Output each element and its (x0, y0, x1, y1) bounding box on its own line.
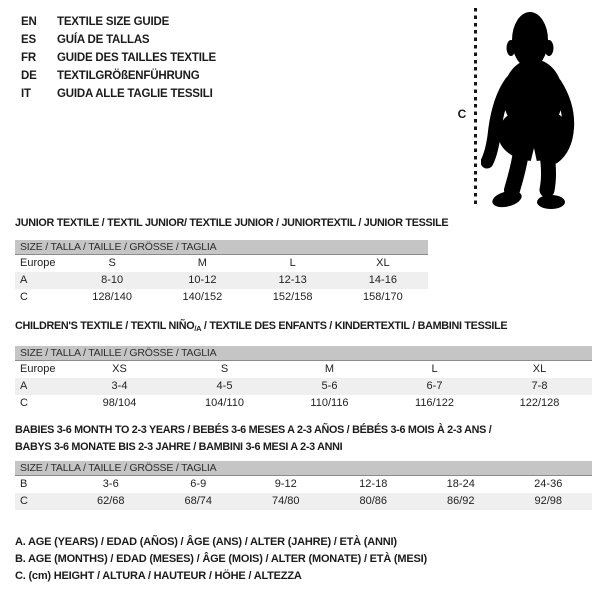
children-table-title (15, 319, 507, 336)
size-cell: 68/74 (184, 495, 213, 507)
size-cell: S (220, 363, 229, 375)
toddler-silhouette-shape (487, 12, 570, 210)
size-cell: 122/128 (519, 397, 560, 409)
language-guide-title: GUIDE DES TAILLES TEXTILE (57, 52, 216, 64)
size-header-bar: SIZE / TALLA / TAILLE / GRÖSSE / TAGLIA (15, 240, 428, 255)
language-row (21, 31, 216, 49)
size-cell: XL (376, 257, 390, 269)
row-label: C (20, 397, 28, 409)
size-cell: 116/122 (415, 397, 454, 409)
language-row (21, 13, 216, 31)
size-cell: 152/158 (272, 291, 313, 303)
size-cell: M (324, 363, 335, 375)
size-cell: 158/170 (362, 291, 403, 303)
size-cell: 6-7 (426, 380, 443, 392)
children-size-table (15, 346, 592, 412)
size-cell: 128/140 (92, 291, 132, 303)
table-title-segment: CHILDREN'S TEXTILE / TEXTIL NIÑO (15, 320, 195, 332)
babies-size-table (15, 461, 592, 510)
row-label: C (20, 291, 28, 303)
language-row (21, 85, 216, 103)
size-cell: 62/68 (96, 495, 125, 507)
table-title-segment: /A (194, 324, 202, 333)
size-cell: 86/92 (446, 495, 475, 507)
size-cell: 3-6 (102, 478, 119, 490)
size-cell: 12-13 (278, 274, 307, 286)
row-label: A (20, 274, 28, 286)
size-cell: 74/80 (271, 495, 300, 507)
height-measure-label: C (457, 107, 467, 121)
language-title-list (21, 13, 216, 103)
table-title-segment: BABIES 3-6 MONTH TO 2-3 YEARS / BEBÉS 3-6 MESES A 2-3 AÑOS / BÉBÉS 3-6 MOIS À 2-3 ANS / (15, 424, 492, 436)
size-cell: 110/116 (310, 397, 349, 409)
size-cell: 18-24 (446, 478, 475, 490)
babies-table-title (15, 423, 491, 457)
size-cell: 104/110 (205, 397, 244, 409)
table-title-line (15, 440, 491, 457)
row-label: B (20, 478, 28, 490)
size-cell: 8-10 (101, 274, 124, 286)
size-cell: L (431, 363, 438, 375)
language-guide-title: TEXTILGRÖßENFÜHRUNG (57, 70, 200, 82)
table-title-segment: / TEXTILE DES ENFANTS / KINDERTEXTIL / BAMBINI TESSILE (201, 320, 508, 332)
row-label: Europe (20, 257, 56, 269)
size-cell: 6-9 (190, 478, 207, 490)
size-cell: 140/152 (182, 291, 223, 303)
row-label: Europe (20, 363, 56, 375)
language-code: EN (21, 16, 37, 28)
size-header-bar: SIZE / TALLA / TAILLE / GRÖSSE / TAGLIA (15, 461, 592, 476)
size-cell: 24-36 (534, 478, 563, 490)
table-title-line (15, 216, 448, 233)
table-row (15, 378, 592, 395)
table-row (15, 395, 592, 412)
size-cell: 5-6 (321, 380, 338, 392)
size-cell: 80/86 (359, 495, 388, 507)
table-row (15, 361, 592, 378)
size-cell: 92/98 (534, 495, 563, 507)
language-guide-title: GUIDA ALLE TAGLIE TESSILI (57, 88, 213, 100)
language-guide-title: TEXTILE SIZE GUIDE (57, 16, 170, 28)
size-cell: 9-12 (274, 478, 297, 490)
language-guide-title: GUÍA DE TALLAS (57, 34, 150, 46)
language-row (21, 49, 216, 67)
language-code: ES (21, 34, 36, 46)
size-cell: L (289, 257, 296, 269)
table-title-line (15, 319, 507, 336)
size-cell: XL (532, 363, 547, 375)
language-code: DE (21, 70, 37, 82)
height-measure-dashed-line (474, 8, 477, 207)
language-code: FR (21, 52, 36, 64)
size-cell: 12-18 (359, 478, 388, 490)
size-cell: 4-5 (216, 380, 233, 392)
size-cell: 10-12 (188, 274, 217, 286)
table-row (15, 289, 428, 306)
table-row (15, 255, 428, 272)
size-cell: XS (112, 363, 127, 375)
size-cell: 7-8 (531, 380, 548, 392)
table-row (15, 272, 428, 289)
size-cell: 14-16 (368, 274, 397, 286)
language-row (21, 67, 216, 85)
footnote-line: B. AGE (MONTHS) / EDAD (MESES) / ÂGE (MOIS) / ALTER (MONATE) / ETÀ (MESI) (15, 553, 427, 565)
language-code: IT (21, 88, 31, 100)
size-cell: S (108, 257, 116, 269)
junior-table-title (15, 216, 448, 233)
footnote-line: C. (cm) HEIGHT / ALTURA / HAUTEUR / HÖHE / ALTEZZA (15, 570, 302, 582)
table-title-segment: JUNIOR TEXTILE / TEXTIL JUNIOR/ TEXTILE JUNIOR / JUNIORTEXTIL / JUNIOR TESSILE (15, 217, 449, 229)
size-cell: 3-4 (111, 380, 128, 392)
size-cell: 98/104 (102, 397, 137, 409)
toddler-silhouette (481, 4, 593, 210)
junior-size-table (15, 240, 428, 306)
size-header-bar: SIZE / TALLA / TAILLE / GRÖSSE / TAGLIA (15, 346, 592, 361)
table-row (15, 476, 592, 493)
table-title-line (15, 423, 491, 440)
row-label: C (20, 495, 28, 507)
table-title-segment: BABYS 3-6 MONATE BIS 2-3 JAHRE / BAMBINI 3-6 MESI A 2-3 ANNI (15, 441, 343, 453)
footnotes (15, 534, 427, 585)
footnote-line: A. AGE (YEARS) / EDAD (AÑOS) / ÂGE (ANS) / ALTER (JAHRE) / ETÀ (ANNI) (15, 536, 397, 548)
row-label: A (20, 380, 28, 392)
table-row (15, 493, 592, 510)
size-cell: M (197, 257, 207, 269)
